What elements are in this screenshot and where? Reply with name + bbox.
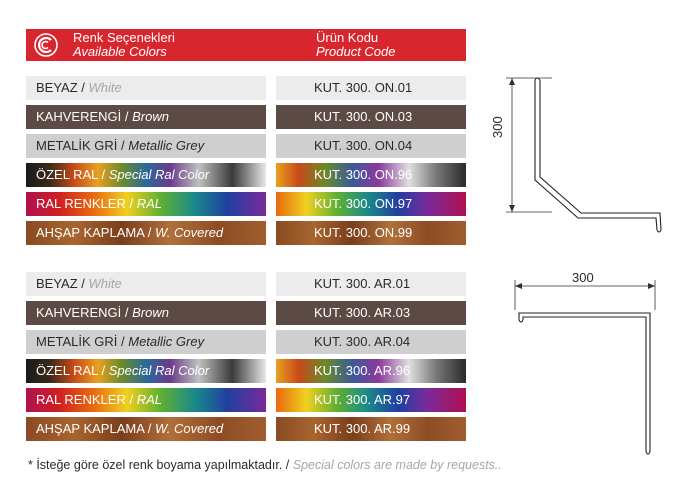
color-row-name [26, 163, 266, 187]
footnote-tr: * İsteğe göre özel renk boyama yapılmaktadır. / [28, 458, 290, 472]
footnote-en: Special colors are made by requests.. [292, 458, 502, 472]
color-row-name [26, 417, 266, 441]
color-name-en: Brown [132, 305, 169, 320]
color-row-name [26, 192, 266, 216]
profile-outline [646, 452, 650, 454]
top-dimension-label: 300 [572, 270, 594, 285]
color-name-tr: ÖZEL RAL / [36, 167, 106, 182]
color-name-tr: RAL RENKLER / [36, 392, 134, 407]
color-name-tr: BEYAZ / [36, 276, 85, 291]
color-row-name [26, 105, 266, 129]
color-name-en: W. Covered [155, 421, 224, 436]
side-profile-drawing [505, 280, 675, 460]
color-name-en: Special Ral Color [108, 363, 210, 378]
color-name-en: Brown [132, 109, 169, 124]
header-code-en: Product Code [316, 44, 396, 59]
profile-outline [540, 80, 661, 230]
product-code: KUT. 300. AR.03 [276, 301, 466, 325]
color-name-en: Metallic Grey [128, 334, 205, 349]
arrow-icon [515, 283, 522, 289]
color-name-tr: KAHVERENGİ / [36, 305, 129, 320]
product-code: KUT. 300. ON.03 [276, 105, 466, 129]
color-name-en: Metallic Grey [128, 138, 205, 153]
product-code: KUT. 300. AR.96 [276, 359, 466, 383]
color-row-name [26, 359, 266, 383]
product-code: KUT. 300. ON.01 [276, 76, 466, 100]
color-name-tr: METALİK GRİ / [36, 138, 125, 153]
arrow-icon [509, 78, 515, 85]
color-row-name [26, 272, 266, 296]
color-name-tr: METALİK GRİ / [36, 334, 125, 349]
product-code: KUT. 300. ON.04 [276, 134, 466, 158]
color-name-en: White [88, 80, 122, 95]
product-code: KUT. 300. AR.97 [276, 388, 466, 412]
product-code: KUT. 300. AR.04 [276, 330, 466, 354]
product-code: KUT. 300. ON.96 [276, 163, 466, 187]
color-name-tr: KAHVERENGİ / [36, 109, 129, 124]
color-name-en: RAL [136, 392, 162, 407]
footnote [28, 458, 502, 472]
front-profile-drawing [480, 70, 680, 240]
profile-outline [523, 317, 646, 452]
color-name-tr: ÖZEL RAL / [36, 363, 106, 378]
product-code: KUT. 300. AR.99 [276, 417, 466, 441]
color-name-tr: AHŞAP KAPLAMA / [36, 225, 152, 240]
product-code: KUT. 300. ON.99 [276, 221, 466, 245]
header-colors-en: Available Colors [73, 44, 167, 59]
arrow-icon [509, 205, 515, 212]
header-code-tr: Ürün Kodu [316, 30, 379, 45]
color-name-tr: RAL RENKLER / [36, 196, 134, 211]
profile-outline [519, 313, 650, 452]
profile-outline [519, 320, 523, 322]
color-name-tr: BEYAZ / [36, 80, 85, 95]
brand-logo-icon [34, 33, 58, 57]
color-row-name [26, 221, 266, 245]
arrow-icon [648, 283, 655, 289]
product-code: KUT. 300. AR.01 [276, 272, 466, 296]
color-row-name [26, 134, 266, 158]
color-name-en: White [88, 276, 122, 291]
color-row-name [26, 388, 266, 412]
product-code: KUT. 300. ON.97 [276, 192, 466, 216]
color-row-name [26, 330, 266, 354]
header-colors-tr: Renk Seçenekleri [73, 30, 175, 45]
front-dimension-label: 300 [490, 116, 505, 138]
color-row-name [26, 301, 266, 325]
color-name-en: RAL [136, 196, 162, 211]
color-name-en: Special Ral Color [108, 167, 210, 182]
profile-outline [657, 230, 661, 232]
color-name-en: W. Covered [155, 225, 224, 240]
color-row-name [26, 76, 266, 100]
profile-outline [535, 80, 657, 230]
color-name-tr: AHŞAP KAPLAMA / [36, 421, 152, 436]
